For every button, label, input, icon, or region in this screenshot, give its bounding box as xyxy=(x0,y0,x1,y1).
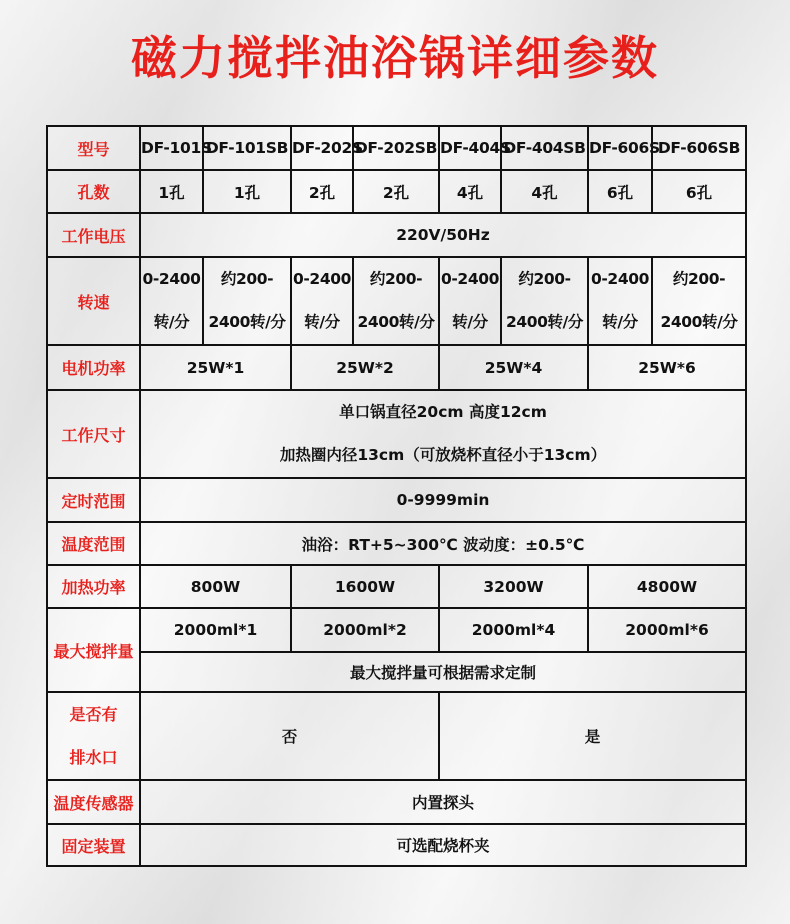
page-title: 磁力搅拌油浴锅详细参数 xyxy=(131,31,659,85)
speed-line: 转/分 xyxy=(153,313,190,331)
motor-power-cell: 25W*1 xyxy=(140,345,291,390)
label-voltage: 工作电压 xyxy=(47,213,140,257)
voltage-value: 220V/50Hz xyxy=(140,213,746,257)
label-model: 型号 xyxy=(47,126,140,170)
temp-range-value: 油浴：RT+5~300℃ 波动度：±0.5℃ xyxy=(140,522,746,565)
holes-cell: 4孔 xyxy=(501,170,588,213)
model-cell: DF-202S xyxy=(291,126,353,170)
row-model xyxy=(47,126,746,170)
heat-power-cell: 800W xyxy=(140,565,291,608)
row-drain xyxy=(47,692,746,780)
holes-cell: 4孔 xyxy=(439,170,501,213)
heat-power-cell: 1600W xyxy=(291,565,439,608)
speed-line: 约200- xyxy=(220,270,274,288)
speed-cell xyxy=(652,257,746,345)
row-temp-range xyxy=(47,522,746,565)
speed-cell xyxy=(291,257,353,345)
motor-power-cell: 25W*4 xyxy=(439,345,588,390)
heat-power-cell: 4800W xyxy=(588,565,746,608)
max-stir-note: 最大搅拌量可根据需求定制 xyxy=(140,652,746,692)
row-voltage xyxy=(47,213,746,257)
row-max-stir-note xyxy=(47,652,746,692)
model-cell: DF-404SB xyxy=(501,126,588,170)
max-stir-cell: 2000ml*4 xyxy=(439,608,588,652)
model-cell: DF-606S xyxy=(588,126,652,170)
holes-cell: 1孔 xyxy=(203,170,291,213)
model-cell: DF-101SB xyxy=(203,126,291,170)
model-cell: DF-606SB xyxy=(652,126,746,170)
size-line-1: 单口锅直径20cm 高度12cm xyxy=(339,403,547,421)
model-cell: DF-101S xyxy=(140,126,203,170)
speed-line: 2400转/分 xyxy=(660,313,738,331)
model-cell: DF-404S xyxy=(439,126,501,170)
speed-line: 转/分 xyxy=(602,313,638,331)
holes-cell: 1孔 xyxy=(140,170,203,213)
speed-line: 约200- xyxy=(369,270,423,288)
speed-line: 转/分 xyxy=(304,313,340,331)
speed-line: 转/分 xyxy=(452,313,488,331)
speed-line: 0-2400 xyxy=(293,270,351,288)
row-heat-power xyxy=(47,565,746,608)
speed-cell xyxy=(203,257,291,345)
row-timer xyxy=(47,478,746,522)
speed-line: 2400转/分 xyxy=(505,313,583,331)
label-drain xyxy=(47,692,140,780)
label-heat-power: 加热功率 xyxy=(47,565,140,608)
speed-line: 2400转/分 xyxy=(357,313,435,331)
timer-value: 0-9999min xyxy=(140,478,746,522)
max-stir-cell: 2000ml*2 xyxy=(291,608,439,652)
motor-power-cell: 25W*6 xyxy=(588,345,746,390)
label-timer: 定时范围 xyxy=(47,478,140,522)
label-sensor: 温度传感器 xyxy=(47,780,140,824)
row-size xyxy=(47,390,746,478)
motor-power-cell: 25W*2 xyxy=(291,345,439,390)
heat-power-cell: 3200W xyxy=(439,565,588,608)
row-sensor xyxy=(47,780,746,824)
row-holes xyxy=(47,170,746,213)
label-drain-line-1: 是否有 xyxy=(69,705,118,724)
speed-line: 0-2400 xyxy=(591,270,649,288)
label-drain-line-2: 排水口 xyxy=(69,748,118,767)
speed-line: 0-2400 xyxy=(441,270,499,288)
speed-line: 2400转/分 xyxy=(208,313,286,331)
spec-table xyxy=(46,125,747,867)
holes-cell: 6孔 xyxy=(588,170,652,213)
label-motor-power: 电机功率 xyxy=(47,345,140,390)
label-temp-range: 温度范围 xyxy=(47,522,140,565)
sensor-value: 内置探头 xyxy=(140,780,746,824)
label-speed: 转速 xyxy=(47,257,140,345)
max-stir-cell: 2000ml*1 xyxy=(140,608,291,652)
model-cell: DF-202SB xyxy=(353,126,439,170)
speed-cell xyxy=(588,257,652,345)
speed-cell xyxy=(439,257,501,345)
holes-cell: 2孔 xyxy=(291,170,353,213)
speed-line: 0-2400 xyxy=(142,270,201,288)
holes-cell: 6孔 xyxy=(652,170,746,213)
size-line-2: 加热圈内径13cm（可放烧杯直径小于13cm） xyxy=(279,446,607,464)
row-fixture xyxy=(47,824,746,866)
max-stir-cell: 2000ml*6 xyxy=(588,608,746,652)
row-max-stir xyxy=(47,608,746,652)
holes-cell: 2孔 xyxy=(353,170,439,213)
speed-cell xyxy=(501,257,588,345)
row-motor-power xyxy=(47,345,746,390)
fixture-value: 可选配烧杯夹 xyxy=(140,824,746,866)
label-size: 工作尺寸 xyxy=(47,390,140,478)
row-speed xyxy=(47,257,746,345)
label-max-stir: 最大搅拌量 xyxy=(47,608,140,692)
speed-cell xyxy=(140,257,203,345)
speed-line: 约200- xyxy=(672,270,726,288)
label-holes: 孔数 xyxy=(47,170,140,213)
drain-value-no: 否 xyxy=(140,692,439,780)
size-value xyxy=(140,390,746,478)
speed-line: 约200- xyxy=(518,270,571,288)
drain-value-yes: 是 xyxy=(439,692,746,780)
label-fixture: 固定装置 xyxy=(47,824,140,866)
speed-cell xyxy=(353,257,439,345)
